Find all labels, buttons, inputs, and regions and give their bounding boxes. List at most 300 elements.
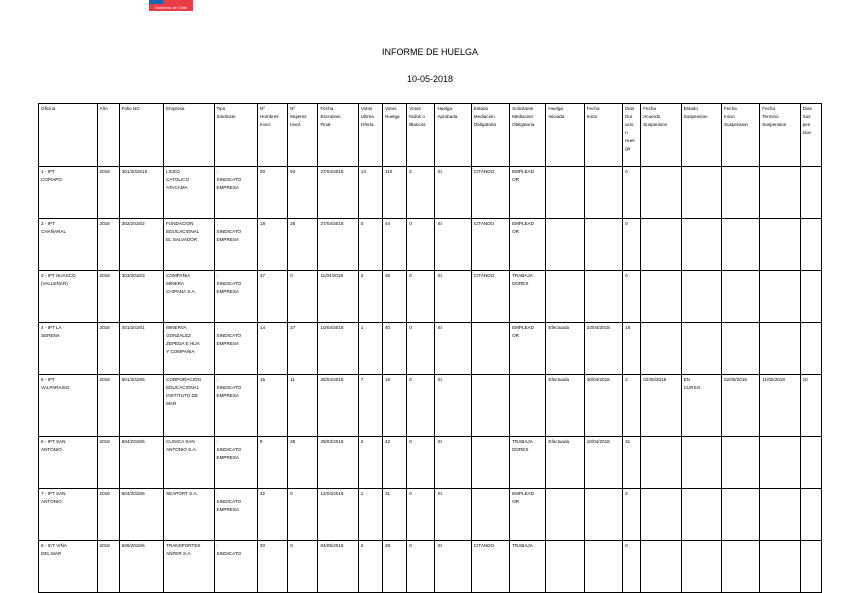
column-header-line: Obligatoria [512, 122, 535, 127]
cell-line: ; [216, 491, 218, 496]
cell-line: EN [683, 377, 690, 382]
table-cell [800, 489, 821, 541]
table-cell [721, 541, 759, 593]
table-cell [584, 489, 622, 541]
table-cell [288, 437, 318, 489]
column-header-line: sion [802, 130, 812, 135]
column-header-line: Fecha [643, 106, 656, 111]
cell-line: 27/04/2018 [320, 169, 344, 174]
cell-line: OR [512, 499, 519, 504]
table-cell [318, 167, 358, 219]
column-header-line: Huelga [548, 106, 563, 111]
table-cell [383, 271, 407, 323]
table-cell [721, 323, 759, 375]
cell-line: 0 [409, 439, 412, 444]
cell-line: 504/2018/6 [121, 491, 145, 496]
table-cell [407, 219, 435, 271]
cell-line: 1 [360, 491, 364, 496]
cell-line: ; [216, 169, 218, 174]
column-header-line: Dias [802, 106, 812, 111]
cell-line: 27 [290, 325, 296, 330]
table-cell [97, 323, 119, 375]
table-cell [623, 375, 641, 437]
cell-line: 504/2018/5 [121, 439, 145, 444]
table-cell [760, 489, 800, 541]
cell-line: 501/2018/6 [121, 377, 145, 382]
table-cell [721, 167, 759, 219]
table-cell [97, 219, 119, 271]
cell-line: 2 [360, 273, 364, 278]
table-cell [288, 219, 318, 271]
column-header-line: Huel [625, 138, 635, 143]
table-cell [407, 323, 435, 375]
column-header [97, 104, 119, 167]
cell-line: 11 [290, 377, 295, 382]
table-cell [681, 219, 721, 271]
cell-line: EMPRESA [216, 393, 239, 398]
table-cell [214, 489, 257, 541]
column-header-line: Huelga [385, 114, 400, 119]
table-cell [383, 375, 407, 437]
table-cell [214, 271, 257, 323]
cell-line: SINDICATO [216, 385, 242, 390]
cell-line: 93 [290, 169, 296, 174]
cell-line: TRANSPORTES [166, 543, 201, 548]
table-cell [214, 219, 257, 271]
cell-line: 6 - IPT SAN [41, 439, 66, 444]
table-cell [407, 489, 435, 541]
cell-line: 2018 [99, 325, 110, 330]
table-cell [358, 219, 382, 271]
table-cell [510, 489, 546, 541]
cell-line: 31 [385, 491, 391, 496]
column-header [318, 104, 358, 167]
table-cell [681, 489, 721, 541]
cell-line: SINDICATO [216, 229, 242, 234]
column-header-line: Hombres [259, 114, 279, 119]
table-cell [318, 375, 358, 437]
table-cell [164, 541, 214, 593]
cell-line: 40 [385, 325, 391, 330]
table-cell [623, 323, 641, 375]
table-cell [721, 219, 759, 271]
table-cell [407, 167, 435, 219]
cell-line: 301/2018/10 [121, 169, 148, 174]
column-header [800, 104, 821, 167]
table-cell [383, 489, 407, 541]
table-cell [214, 437, 257, 489]
table-cell [435, 541, 471, 593]
table-cell [546, 437, 584, 489]
cell-line: 2018 [99, 439, 110, 444]
cell-line: 0 [625, 169, 628, 174]
table-cell [641, 271, 681, 323]
table-cell [760, 375, 800, 437]
table-cell [97, 375, 119, 437]
table-cell [383, 323, 407, 375]
cell-line: 30 [259, 543, 266, 548]
table-cell [471, 167, 509, 219]
cell-line: 9 [259, 439, 263, 444]
table-cell [435, 375, 471, 437]
column-header [641, 104, 681, 167]
column-header-line: Nulos o [409, 114, 425, 119]
column-header-line: Suspension [683, 114, 708, 119]
table-cell [164, 323, 214, 375]
column-header-line: Votos [385, 106, 397, 111]
cell-line: INSTITUTO DE [166, 393, 198, 398]
table-cell [510, 219, 546, 271]
column-header-line: Aprobada [437, 114, 458, 119]
column-header-line: Suspension [643, 122, 668, 127]
cell-line: 0 [409, 377, 412, 382]
cell-line: 0 [409, 325, 412, 330]
cell-line: SI [437, 543, 442, 548]
cell-line: DORES [512, 281, 529, 286]
table-cell [760, 323, 800, 375]
column-header-line: Nº [290, 106, 296, 111]
table-header-row [39, 104, 822, 167]
table-cell [681, 437, 721, 489]
table-cell [800, 271, 821, 323]
cell-line: 2018 [99, 543, 110, 548]
table-cell [681, 541, 721, 593]
cell-line: SINDICATO [216, 333, 242, 338]
table-cell [358, 489, 382, 541]
cell-line: (VALLENAR) [41, 281, 68, 286]
cell-line: 15 [259, 377, 266, 382]
column-header-line: Final [320, 122, 331, 127]
column-header [164, 104, 214, 167]
table-cell [510, 167, 546, 219]
column-header-line: Fecha [586, 106, 600, 111]
table-cell [97, 437, 119, 489]
cell-line: 0 [409, 543, 412, 548]
table-cell [97, 541, 119, 593]
table-cell [510, 375, 546, 437]
column-header-line: Estado [473, 106, 489, 111]
strike-report-table [38, 103, 822, 593]
cell-line: 30/04/2018 [586, 377, 610, 382]
column-header-line: Fecha [762, 106, 776, 111]
column-header-line: Invol. [290, 122, 302, 127]
column-header [119, 104, 163, 167]
cell-line: EMPRESA [216, 507, 239, 512]
table-cell [358, 271, 382, 323]
table-cell [641, 489, 681, 541]
cell-line: 0 [360, 221, 364, 226]
table-cell [39, 541, 98, 593]
cell-line: 2018 [99, 491, 110, 496]
cell-line: FUNDACION [166, 221, 194, 226]
cell-line: EL SALVADOR [166, 237, 198, 242]
table-cell [97, 489, 119, 541]
cell-line: EMPRESA [216, 289, 239, 294]
cell-line: 28 [385, 543, 391, 548]
table-cell [681, 375, 721, 437]
cell-line: DORES [512, 447, 529, 452]
table-cell [641, 437, 681, 489]
cell-line: 4 - IPT LA [41, 325, 62, 330]
table-cell [641, 375, 681, 437]
cell-line: TRABAJA [512, 543, 533, 548]
table-cell [39, 437, 98, 489]
table-cell [164, 437, 214, 489]
column-header-line: Suspension [723, 122, 748, 127]
column-header-line: Mediacion [512, 114, 534, 119]
cell-line: 0 [409, 491, 412, 496]
column-header-line: Solicitante [512, 106, 534, 111]
cell-line: 11/05/2018 [762, 377, 785, 382]
column-header-line: Acuerdo [643, 114, 661, 119]
table-cell [641, 323, 681, 375]
table-cell [288, 375, 318, 437]
cell-line: 7 - IPT SAN [41, 491, 66, 496]
column-header-line: Inicio [723, 114, 735, 119]
table-cell [584, 437, 622, 489]
table-cell [471, 489, 509, 541]
table-cell [584, 219, 622, 271]
cell-line: CLINICA SAN [166, 439, 195, 444]
cell-line: 28 [290, 221, 296, 226]
cell-line: 11/04/2018 [320, 273, 344, 278]
cell-line: ; [216, 439, 218, 444]
cell-line: 302/2018/2 [121, 221, 145, 226]
cell-line: 02/05/2018 [723, 377, 747, 382]
column-header-line: Inicio [586, 114, 598, 119]
table-cell [546, 375, 584, 437]
cell-line: 32 [259, 491, 266, 496]
cell-line: 2 [360, 439, 364, 444]
cell-line: ANTONIO [41, 447, 62, 452]
table-cell [760, 219, 800, 271]
table-cell [119, 271, 163, 323]
cell-line: SI [437, 273, 442, 278]
column-header-line: Dias [625, 106, 635, 111]
table-cell [800, 437, 821, 489]
table-cell [435, 219, 471, 271]
cell-line: 0 [625, 543, 628, 548]
table-cell [119, 489, 163, 541]
table-cell [214, 167, 257, 219]
table-cell [721, 437, 759, 489]
table-cell [510, 437, 546, 489]
table-cell [471, 323, 509, 375]
table-cell [407, 541, 435, 593]
table-cell [358, 375, 382, 437]
cell-line: 13 [360, 169, 366, 174]
table-cell [681, 271, 721, 323]
cell-line: SINDICATO [216, 499, 242, 504]
table-row [39, 437, 822, 489]
table-cell [257, 271, 287, 323]
cell-line: GONZALEZ [166, 333, 191, 338]
table-cell [435, 489, 471, 541]
cell-line: EMPRESA [216, 185, 239, 190]
table-cell [471, 541, 509, 593]
table-cell [800, 541, 821, 593]
cell-line: 0 [625, 221, 628, 226]
cell-line: ANTONIO S.A. [166, 447, 197, 452]
column-header-line: ga [625, 146, 631, 151]
cell-line: Y COMPAÑIA [166, 349, 195, 354]
cell-line: Efectuada [548, 439, 570, 444]
cell-line: 35 [385, 273, 391, 278]
column-header-line: Votos [409, 106, 421, 111]
column-header [510, 104, 546, 167]
column-header-line: Mediacion [473, 114, 495, 119]
logo-text: Gobierno de Chile [149, 4, 193, 11]
cell-line: SINDICATO [216, 551, 242, 556]
cell-line: SINDICATO [216, 281, 242, 286]
cell-line: ; [216, 325, 218, 330]
table-cell [510, 541, 546, 593]
table-cell [760, 541, 800, 593]
table-cell [164, 489, 214, 541]
cell-line: EMPLEAD [512, 325, 535, 330]
cell-line: 42 [385, 439, 391, 444]
cell-line: 10/04/2018 [320, 325, 344, 330]
report-title: INFORME DE HUELGA [381, 47, 478, 57]
column-header-line: Año [99, 106, 108, 111]
column-header [383, 104, 407, 167]
table-cell [623, 489, 641, 541]
column-header [681, 104, 721, 167]
table-cell [623, 541, 641, 593]
column-header-line: acio [625, 122, 634, 127]
cell-line: DEL MAR [41, 551, 62, 556]
table-cell [257, 167, 287, 219]
table-cell [721, 375, 759, 437]
cell-line: 25/04/2018 [320, 377, 344, 382]
column-header-line: Fecha [320, 106, 334, 111]
cell-line: SI [437, 169, 442, 174]
cell-line: SERENA [41, 333, 60, 338]
table-cell [39, 219, 98, 271]
table-cell [435, 437, 471, 489]
table-cell [39, 375, 98, 437]
cell-line: EMPLEAD [512, 491, 535, 496]
table-cell [383, 541, 407, 593]
cell-line: EMPLEAD [512, 221, 535, 226]
cell-line: 12/04/2018 [320, 491, 344, 496]
cell-line: 0 [409, 221, 412, 226]
column-header-line: Huelga [437, 106, 453, 111]
table-cell [119, 541, 163, 593]
column-header-line: pen [802, 122, 811, 127]
table-cell [641, 219, 681, 271]
table-cell [164, 219, 214, 271]
table-cell [435, 323, 471, 375]
cell-line: EDUCACIONAL [166, 229, 200, 234]
cell-line: 1 - IPT [41, 169, 55, 174]
column-header-line: Votos [360, 106, 373, 111]
cell-line: CHAÑARAL [41, 229, 67, 234]
table-cell [318, 323, 358, 375]
table-cell [546, 219, 584, 271]
cell-line: 23/04/2018 [586, 325, 610, 330]
cell-line: 0 [625, 273, 628, 278]
column-header-line: Oferta [360, 122, 374, 127]
cell-line: OR [512, 229, 519, 234]
column-header-line: Ultima [360, 114, 374, 119]
cell-line: 506/2018/6 [121, 543, 145, 548]
column-header-line: Folio NG [121, 106, 140, 111]
table-cell [257, 489, 287, 541]
table-cell [119, 219, 163, 271]
cell-line: ; [216, 273, 218, 278]
table-cell [119, 167, 163, 219]
cell-line: MINERA [166, 281, 184, 286]
cell-line: 30 [259, 169, 266, 174]
table-cell [510, 323, 546, 375]
cell-line: 10 [802, 377, 808, 382]
table-cell [318, 541, 358, 593]
cell-line: 2 [360, 543, 364, 548]
cell-line: CORPORACION [166, 377, 201, 382]
cell-line: COPIAPO [41, 177, 62, 182]
table-cell [318, 437, 358, 489]
cell-line: CITANDO [473, 543, 495, 548]
table-cell [358, 323, 382, 375]
cell-line: 04/05/2018 [320, 543, 344, 548]
table-cell [800, 167, 821, 219]
table-cell [257, 323, 287, 375]
table-cell [257, 541, 287, 593]
column-header-line: Oficina [41, 106, 56, 111]
table-cell [119, 375, 163, 437]
cell-line: Efectuada [548, 325, 570, 330]
column-header-line: Invol. [259, 122, 271, 127]
cell-line: 8 - ICT VIÑA [41, 543, 67, 548]
cell-line: EMPRESA [216, 237, 239, 242]
table-cell [358, 437, 382, 489]
column-header-line: Obligatoria [473, 122, 496, 127]
column-header [257, 104, 287, 167]
government-logo [149, 0, 193, 11]
cell-line: 2018 [99, 273, 110, 278]
column-header-line: Escrutinio [320, 114, 341, 119]
cell-line: SI [437, 377, 442, 382]
cell-line: ; [216, 377, 218, 382]
cell-line: 29/03/2018 [320, 439, 344, 444]
table-cell [584, 375, 622, 437]
cell-line: 2 - IPT [41, 221, 55, 226]
column-header-line: Mujeres [290, 114, 307, 119]
cell-line: 7 [360, 377, 364, 382]
cell-line: MINERVA [166, 325, 187, 330]
column-header [721, 104, 759, 167]
cell-line: 35 [290, 439, 296, 444]
table-cell [760, 271, 800, 323]
cell-line: SI [437, 439, 442, 444]
table-row [39, 375, 822, 437]
table-cell [721, 271, 759, 323]
table-cell [164, 167, 214, 219]
cell-line: 14 [259, 325, 266, 330]
column-header [407, 104, 435, 167]
table-cell [383, 437, 407, 489]
table-cell [546, 167, 584, 219]
table-cell [119, 323, 163, 375]
table-row [39, 323, 822, 375]
table-cell [288, 167, 318, 219]
table-cell [760, 167, 800, 219]
column-header-line: Termino [762, 114, 779, 119]
table-cell [97, 271, 119, 323]
table-cell [164, 271, 214, 323]
table-cell [641, 167, 681, 219]
